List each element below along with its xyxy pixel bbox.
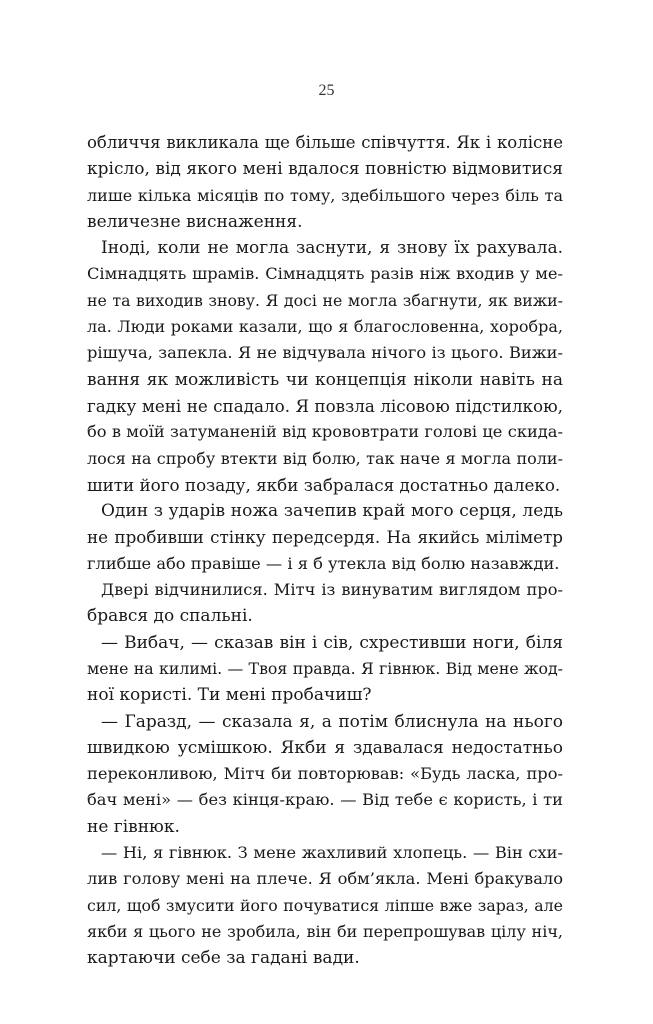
- text-line: величезне виснаження.: [87, 211, 303, 232]
- text-line: сил, щоб змусити його почуватися ліпше вже зараз, але: [87, 895, 563, 915]
- text-line: гадку мені не спадало. Я повзла лісовою підстилкою,: [87, 395, 563, 416]
- text-line: вання як можливість чи концепція ніколи навіть на: [87, 369, 563, 390]
- text-line: брався до спальні.: [87, 606, 253, 627]
- text-line: не гівнюк.: [87, 816, 180, 837]
- text-line: ла. Люди роками казали, що я благословенна, хоробра,: [87, 317, 563, 337]
- text-line: шити його позаду, якби забралася достатньо далеко.: [87, 474, 561, 495]
- text-line: — Гаразд, — сказала я, а потім блиснула на нього: [101, 711, 563, 732]
- text-line: Один з ударів ножа зачепив край мого серця, ледь: [101, 501, 563, 522]
- text-line: — Вибач, — сказав він і сів, схрестивши ноги, біля: [101, 632, 563, 653]
- text-line: лив голову мені на плече. Я обм’якла. Мені бракувало: [87, 869, 563, 889]
- text-line: бо в моїй затуманеній від крововтрати голові це скида-: [87, 422, 563, 442]
- text-line: мене на килимі. — Твоя правда. Я гівнюк. Від мене жод-: [87, 658, 563, 678]
- text-line: лише кілька місяців по тому, здебільшого через біль та: [87, 185, 563, 205]
- text-line: переконливою, Мітч би повторював: «Будь ласка, про-: [87, 764, 563, 784]
- body-text: [87, 130, 563, 972]
- paragraph: [87, 709, 563, 840]
- text-line: Сімнадцять шрамів. Сімнадцять разів ніж входив у ме-: [87, 264, 563, 284]
- paragraph: [87, 130, 563, 235]
- paragraph: [87, 840, 563, 971]
- paragraph: [87, 235, 563, 498]
- text-line: не пробивши стінку передсердя. На якийсь міліметр: [87, 527, 563, 548]
- text-line: — Ні, я гівнюк. З мене жахливий хлопець. — Він схи-: [101, 843, 563, 863]
- paragraph: [87, 630, 563, 709]
- page-number: 25: [318, 82, 335, 99]
- text-line: рішуча, запекла. Я не відчувала нічого із цього. Вижи-: [87, 343, 563, 363]
- paragraph: [87, 498, 563, 577]
- text-line: лося на спробу втекти від болю, так наче я могла поли-: [87, 448, 563, 468]
- text-line: обличчя викликала ще більше співчуття. Як і колісне: [87, 133, 563, 152]
- text-line: глибше або правіше — і я б утекла від болю назавжди.: [87, 553, 560, 573]
- text-line: бач мені» — без кінця-краю. — Від тебе є користь, і ти: [87, 790, 563, 810]
- text-line: ної користі. Ти мені пробачиш?: [87, 685, 372, 706]
- text-line: картаючи себе за гадані вади.: [87, 948, 360, 969]
- text-line: якби я цього не зробила, він би перепрошував цілу ніч,: [87, 921, 563, 941]
- paragraph: [87, 577, 563, 630]
- text-line: не та виходив знову. Я досі не могла збагнути, як вижи-: [87, 290, 563, 310]
- text-line: Двері відчинилися. Мітч із винуватим виглядом про-: [101, 580, 563, 600]
- text-line: швидкою усмішкою. Якби я здавалася недостатньо: [87, 737, 563, 758]
- text-line: крісло, від якого мені вдалося повністю відмовитися: [87, 159, 563, 180]
- text-line: Іноді, коли не могла заснути, я знову їх рахувала.: [101, 238, 563, 259]
